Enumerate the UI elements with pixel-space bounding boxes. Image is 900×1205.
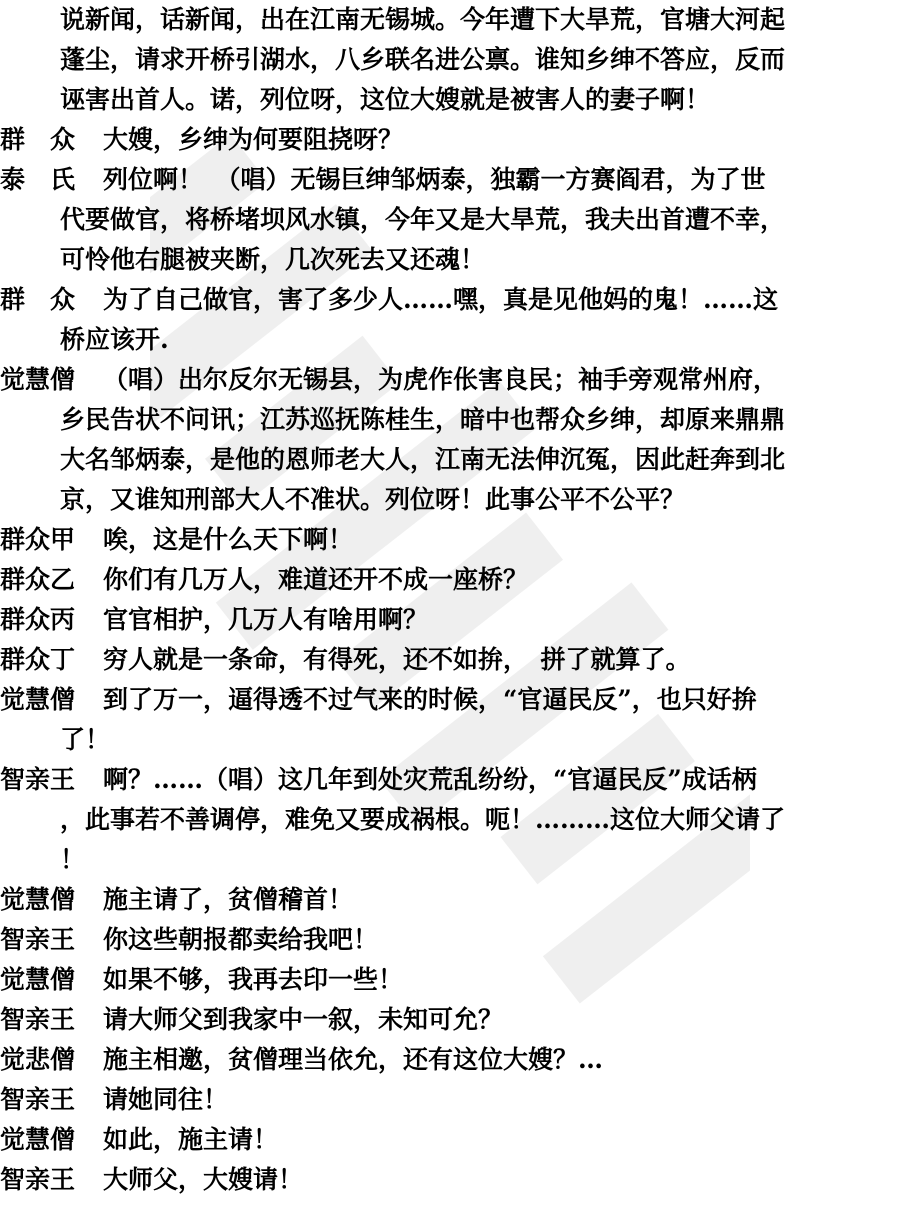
- speech-text: [60, 0, 900, 120]
- speech-text: [103, 520, 900, 560]
- speaker-name: 群 众: [0, 285, 76, 314]
- speaker-name: 觉悲僧: [0, 1045, 76, 1074]
- speech-line: 穷人就是一条命，有得死，还不如拚， 拼了就算了。: [103, 645, 691, 674]
- speech-line: 诬害出首人。诺，列位呀，这位大嫂就是被害人的妻子啊！: [60, 85, 711, 114]
- speech-line: 京，又谁知刑部大人不准状。列位呀！此事公平不公平？: [60, 485, 686, 514]
- speech-text: [60, 160, 900, 280]
- speech-line: 了！: [60, 725, 111, 754]
- speech-text: [103, 960, 900, 1000]
- speech-line: 施主请了，贫僧稽首！: [103, 885, 354, 914]
- speech-line: 为了自己做官，害了多少人……嘿，真是见他妈的鬼！……这: [103, 285, 779, 314]
- speech-text: [103, 120, 900, 160]
- speaker-name: 智亲王: [0, 765, 76, 794]
- dialogue-entry: [0, 520, 900, 560]
- speech-line: 大嫂，乡绅为何要阻挠呀？: [103, 125, 404, 154]
- speech-text: [103, 1040, 900, 1080]
- speech-line: 大名邹炳泰，是他的恩师老大人，江南无法伸沉冤，因此赶奔到北: [60, 445, 786, 474]
- speaker-name: 智亲王: [0, 1165, 76, 1194]
- dialogue-entry: [0, 1160, 900, 1200]
- speaker-name: 觉慧僧: [0, 365, 76, 394]
- speech-text: [103, 1080, 900, 1120]
- speaker-name: 泰 氏: [0, 165, 76, 194]
- speech-text: [103, 1120, 900, 1160]
- speech-line: 代要做官，将桥堵坝风水镇，今年又是大旱荒，我夫出首遭不幸，: [60, 205, 786, 234]
- dialogue-entry: [0, 280, 900, 360]
- speech-line: 啊？……（唱）这几年到处灾荒乱纷纷，“官逼民反”成话柄: [103, 765, 757, 794]
- speech-line: 列位啊！ （唱）无锡巨绅邹炳泰，独霸一方赛阎君，为了世: [103, 165, 766, 194]
- speech-line: 你们有几万人，难道还开不成一座桥？: [103, 565, 529, 594]
- speaker-name: 群众甲: [0, 525, 76, 554]
- speaker-name: 觉慧僧: [0, 965, 76, 994]
- speech-text: [103, 600, 900, 640]
- speech-line: 请大师父到我家中一叙，未知可允？: [103, 1005, 504, 1034]
- speaker-name: 觉慧僧: [0, 1125, 76, 1154]
- speaker-name: 觉慧僧: [0, 885, 76, 914]
- dialogue-entry: [0, 1040, 900, 1080]
- speech-line: 唉，这是什么天下啊！: [103, 525, 354, 554]
- speech-line: 请她同往！: [103, 1085, 229, 1114]
- dialogue-entry: [0, 1080, 900, 1120]
- speaker-name: 智亲王: [0, 1005, 76, 1034]
- dialogue-entry: [0, 120, 900, 160]
- speech-line: （唱）出尔反尔无锡县，为虎作伥害良民；袖手旁观常州府，: [103, 365, 779, 394]
- speech-text: [103, 920, 900, 960]
- speaker-name: 觉慧僧: [0, 685, 76, 714]
- speech-line: 你这些朝报都卖给我吧！: [103, 925, 379, 954]
- speech-line: 大师父，大嫂请！: [103, 1165, 304, 1194]
- dialogue-entry: [0, 600, 900, 640]
- dialogue-entry: [0, 960, 900, 1000]
- speech-line: 如果不够，我再去印一些！: [103, 965, 404, 994]
- speech-line: 说新闻，话新闻，出在江南无锡城。今年遭下大旱荒，官塘大河起: [60, 5, 786, 34]
- speech-text: [103, 880, 900, 920]
- dialogue-entry: [0, 760, 900, 880]
- speaker-name: 群众丙: [0, 605, 76, 634]
- speech-text: [103, 1000, 900, 1040]
- speech-line: 乡民告状不问讯；江苏巡抚陈桂生，暗中也帮众乡绅，却原来鼎鼎: [60, 405, 786, 434]
- speech-line: ！: [60, 845, 86, 874]
- speech-text: [60, 760, 900, 880]
- speech-line: 到了万一，逼得透不过气来的时候，“官逼民反”，也只好拚: [103, 685, 757, 714]
- dialogue-entry: [0, 0, 900, 120]
- dialogue-entry: [0, 1000, 900, 1040]
- speaker-name: 群 众: [0, 125, 76, 154]
- dialogue-entry: [0, 1120, 900, 1160]
- speech-line: 蓬尘，请求开桥引湖水，八乡联名进公禀。谁知乡绅不答应，反而: [60, 45, 786, 74]
- speech-text: [60, 360, 900, 520]
- speaker-name: 群众乙: [0, 565, 76, 594]
- speech-line: 桥应该开.: [60, 325, 169, 354]
- speech-line: 施主相邀，贫僧理当依允，还有这位大嫂？…: [103, 1045, 604, 1074]
- speech-line: ，此事若不善调停，难免又要成祸根。呃！………这位大师父请了: [60, 805, 786, 834]
- dialogue-entry: [0, 880, 900, 920]
- speaker-name: 智亲王: [0, 925, 76, 954]
- speaker-name: 智亲王: [0, 1085, 76, 1114]
- speech-text: [103, 640, 900, 680]
- dialogue-entry: [0, 640, 900, 680]
- speech-text: [60, 280, 900, 360]
- speech-line: 官官相护，几万人有啥用啊？: [103, 605, 429, 634]
- dialogue-entry: [0, 920, 900, 960]
- speech-text: [103, 1160, 900, 1200]
- dialogue-entry: [0, 680, 900, 760]
- speaker-name: 群众丁: [0, 645, 76, 674]
- dialogue-entry: [0, 160, 900, 280]
- dialogue-entry: [0, 560, 900, 600]
- dialogue-entry: [0, 360, 900, 520]
- speech-text: [103, 560, 900, 600]
- speech-line: 可怜他右腿被夹断，几次死去又还魂！: [60, 245, 486, 274]
- speech-line: 如此，施主请！: [103, 1125, 279, 1154]
- speech-text: [60, 680, 900, 760]
